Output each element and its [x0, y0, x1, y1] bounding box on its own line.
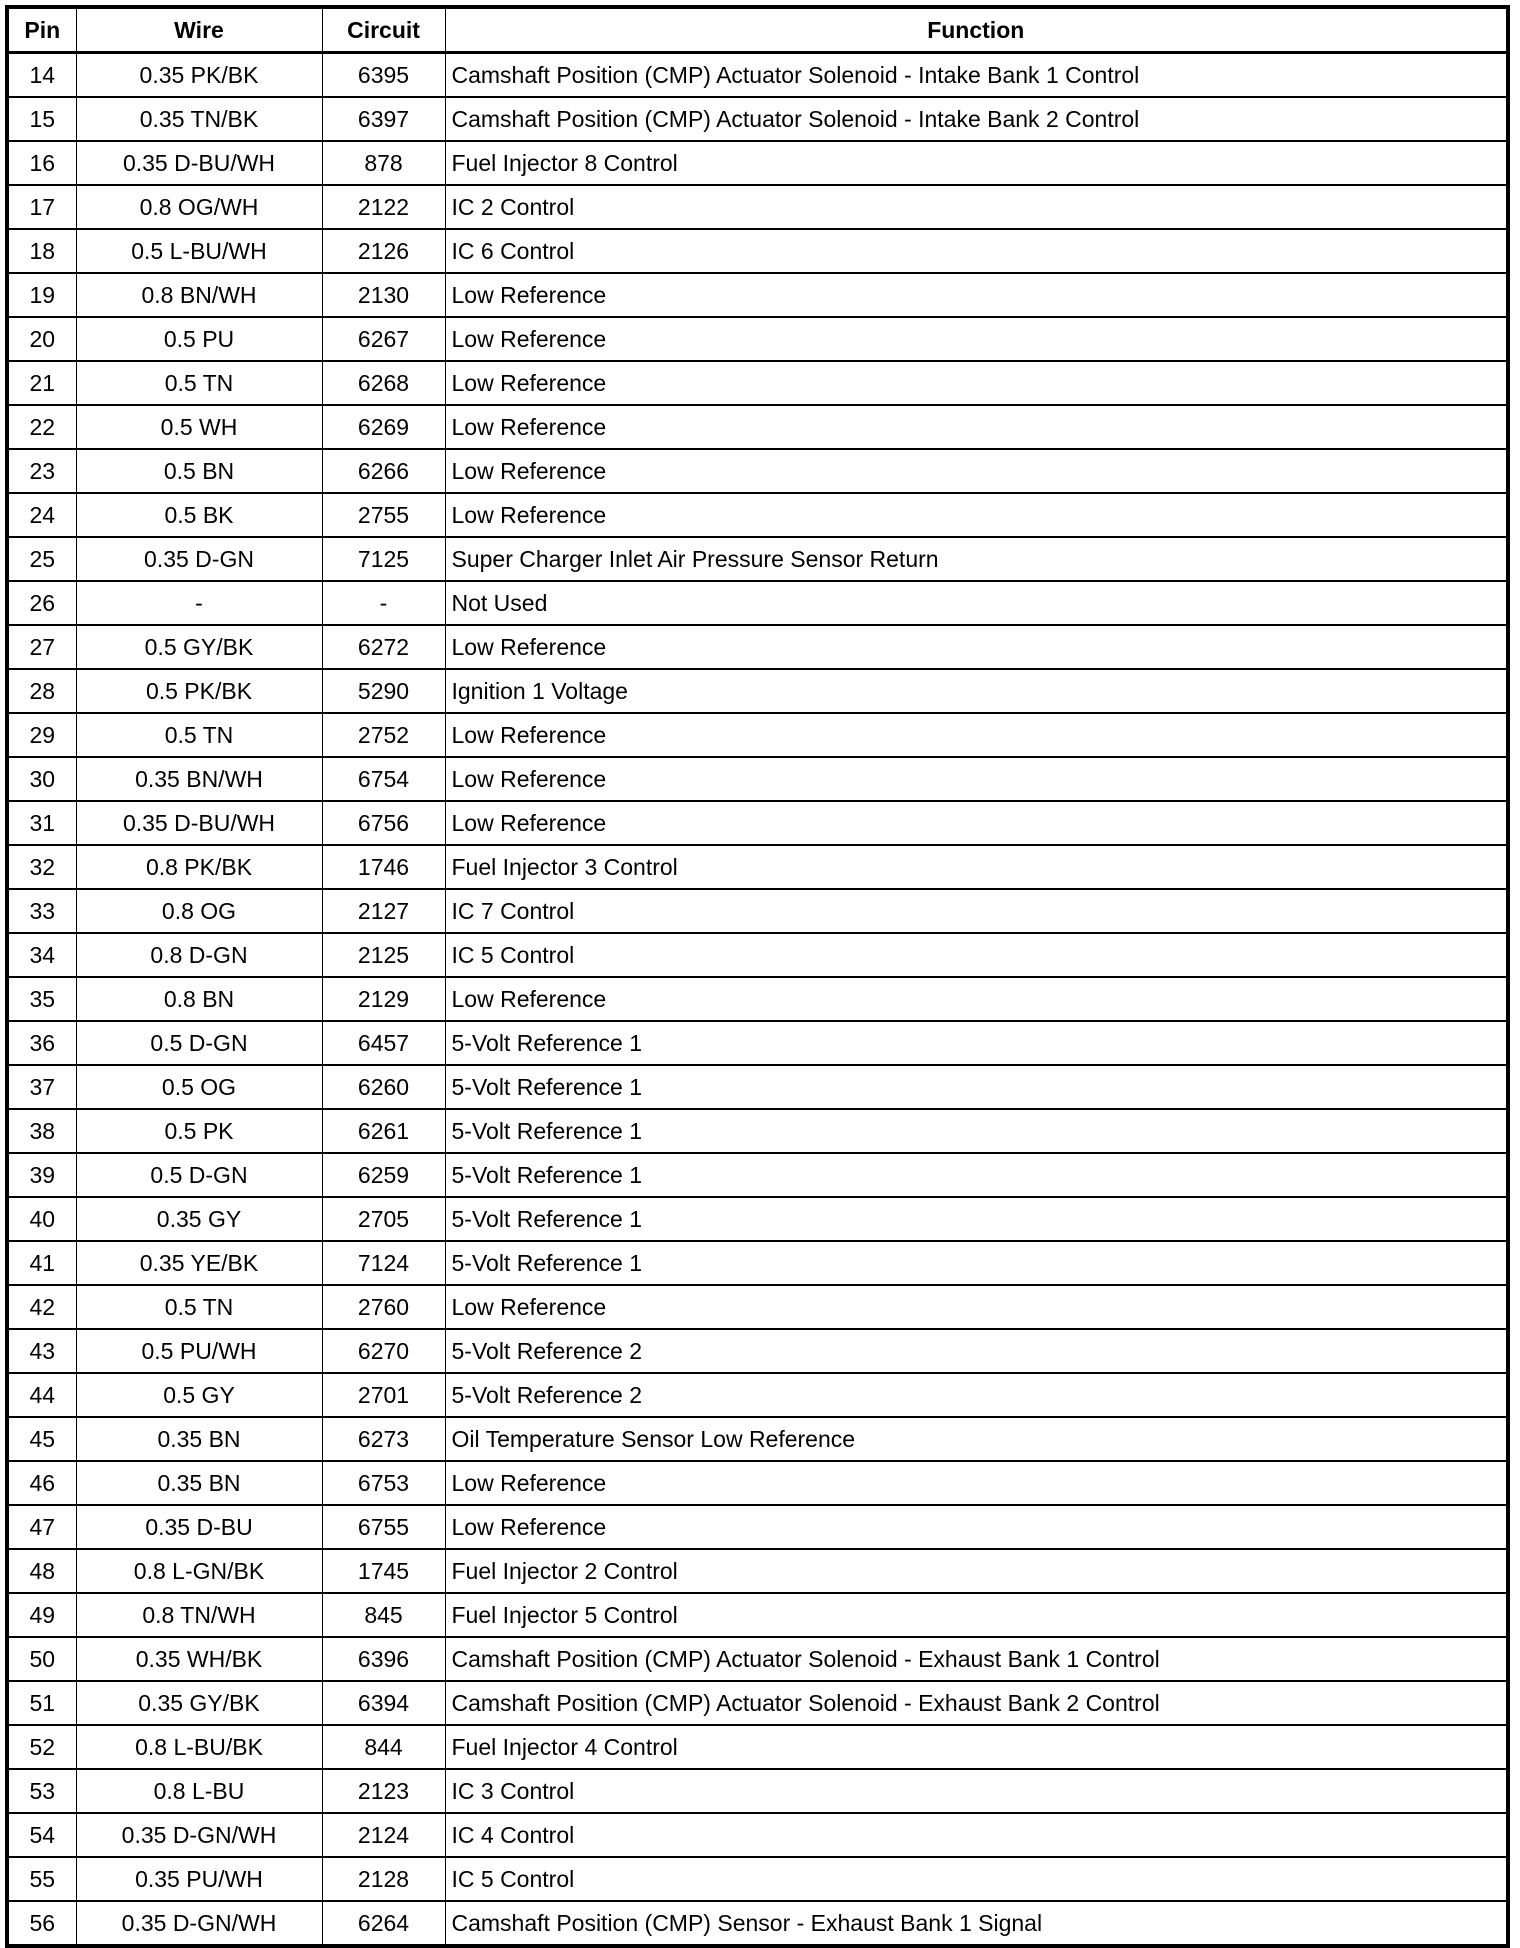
cell-circuit: 2130 — [322, 273, 445, 317]
cell-wire: 0.5 OG — [76, 1065, 322, 1109]
table-row — [7, 1329, 1508, 1373]
table-body — [7, 53, 1508, 1947]
cell-pin: 49 — [7, 1593, 76, 1637]
cell-pin: 20 — [7, 317, 76, 361]
cell-function: Low Reference — [445, 493, 1508, 537]
cell-circuit: 2128 — [322, 1857, 445, 1901]
cell-circuit: 6264 — [322, 1901, 445, 1946]
cell-wire: 0.35 GY/BK — [76, 1681, 322, 1725]
cell-circuit: 6457 — [322, 1021, 445, 1065]
cell-pin: 34 — [7, 933, 76, 977]
cell-function: Camshaft Position (CMP) Actuator Solenoid - Exhaust Bank 2 Control — [445, 1681, 1508, 1725]
table-row — [7, 361, 1508, 405]
cell-function: Camshaft Position (CMP) Actuator Solenoid - Exhaust Bank 1 Control — [445, 1637, 1508, 1681]
cell-circuit: 2701 — [322, 1373, 445, 1417]
table-row — [7, 1901, 1508, 1946]
cell-function: Low Reference — [445, 361, 1508, 405]
cell-function: Fuel Injector 2 Control — [445, 1549, 1508, 1593]
cell-circuit: 2755 — [322, 493, 445, 537]
cell-function: Super Charger Inlet Air Pressure Sensor Return — [445, 537, 1508, 581]
cell-wire: 0.8 L-BU — [76, 1769, 322, 1813]
cell-wire: 0.35 GY — [76, 1197, 322, 1241]
pinout-table — [5, 5, 1510, 1948]
cell-function: Fuel Injector 5 Control — [445, 1593, 1508, 1637]
cell-wire: 0.5 PK — [76, 1109, 322, 1153]
cell-function: IC 4 Control — [445, 1813, 1508, 1857]
cell-function: Low Reference — [445, 449, 1508, 493]
table-row — [7, 1153, 1508, 1197]
cell-wire: 0.8 L-BU/BK — [76, 1725, 322, 1769]
header-function: Function — [445, 7, 1508, 53]
cell-circuit: 2123 — [322, 1769, 445, 1813]
cell-function: Low Reference — [445, 1461, 1508, 1505]
cell-function: 5-Volt Reference 1 — [445, 1109, 1508, 1153]
cell-pin: 29 — [7, 713, 76, 757]
cell-function: 5-Volt Reference 2 — [445, 1373, 1508, 1417]
cell-circuit: 2705 — [322, 1197, 445, 1241]
cell-function: Low Reference — [445, 625, 1508, 669]
cell-function: Fuel Injector 8 Control — [445, 141, 1508, 185]
cell-pin: 56 — [7, 1901, 76, 1946]
cell-circuit: 6273 — [322, 1417, 445, 1461]
table-row — [7, 1725, 1508, 1769]
cell-pin: 27 — [7, 625, 76, 669]
table-row — [7, 1857, 1508, 1901]
table-row — [7, 1197, 1508, 1241]
cell-pin: 52 — [7, 1725, 76, 1769]
table-row — [7, 713, 1508, 757]
cell-circuit: 1746 — [322, 845, 445, 889]
table-row — [7, 1769, 1508, 1813]
cell-pin: 14 — [7, 53, 76, 98]
cell-pin: 35 — [7, 977, 76, 1021]
cell-circuit: 2126 — [322, 229, 445, 273]
cell-pin: 17 — [7, 185, 76, 229]
table-row — [7, 97, 1508, 141]
cell-function: 5-Volt Reference 1 — [445, 1065, 1508, 1109]
cell-wire: 0.35 WH/BK — [76, 1637, 322, 1681]
cell-wire: 0.35 BN/WH — [76, 757, 322, 801]
table-row — [7, 1417, 1508, 1461]
cell-wire: 0.35 D-GN — [76, 537, 322, 581]
cell-circuit: 6756 — [322, 801, 445, 845]
table-row — [7, 317, 1508, 361]
cell-pin: 37 — [7, 1065, 76, 1109]
cell-circuit: 6396 — [322, 1637, 445, 1681]
cell-pin: 18 — [7, 229, 76, 273]
cell-circuit: 6269 — [322, 405, 445, 449]
table-row — [7, 1285, 1508, 1329]
cell-pin: 15 — [7, 97, 76, 141]
cell-function: 5-Volt Reference 1 — [445, 1021, 1508, 1065]
table-row — [7, 757, 1508, 801]
cell-function: Oil Temperature Sensor Low Reference — [445, 1417, 1508, 1461]
cell-wire: 0.5 TN — [76, 713, 322, 757]
cell-wire: 0.5 D-GN — [76, 1021, 322, 1065]
table-row — [7, 669, 1508, 713]
cell-wire: 0.5 WH — [76, 405, 322, 449]
cell-pin: 51 — [7, 1681, 76, 1725]
cell-function: Low Reference — [445, 801, 1508, 845]
cell-wire: 0.5 TN — [76, 361, 322, 405]
table-row — [7, 625, 1508, 669]
cell-pin: 23 — [7, 449, 76, 493]
table-row — [7, 229, 1508, 273]
cell-circuit: 2760 — [322, 1285, 445, 1329]
cell-pin: 44 — [7, 1373, 76, 1417]
cell-circuit: 6753 — [322, 1461, 445, 1505]
cell-wire: 0.8 L-GN/BK — [76, 1549, 322, 1593]
cell-wire: 0.35 PK/BK — [76, 53, 322, 98]
cell-wire: 0.35 BN — [76, 1461, 322, 1505]
cell-pin: 30 — [7, 757, 76, 801]
cell-pin: 39 — [7, 1153, 76, 1197]
cell-pin: 24 — [7, 493, 76, 537]
table-row — [7, 1373, 1508, 1417]
cell-function: Low Reference — [445, 1285, 1508, 1329]
header-wire: Wire — [76, 7, 322, 53]
table-row — [7, 449, 1508, 493]
cell-pin: 54 — [7, 1813, 76, 1857]
cell-pin: 50 — [7, 1637, 76, 1681]
cell-wire: 0.5 GY/BK — [76, 625, 322, 669]
cell-function: Low Reference — [445, 713, 1508, 757]
cell-circuit: - — [322, 581, 445, 625]
cell-circuit: 6261 — [322, 1109, 445, 1153]
cell-function: 5-Volt Reference 1 — [445, 1153, 1508, 1197]
cell-wire: 0.8 OG — [76, 889, 322, 933]
cell-function: Camshaft Position (CMP) Sensor - Exhaust Bank 1 Signal — [445, 1901, 1508, 1946]
cell-pin: 38 — [7, 1109, 76, 1153]
cell-pin: 42 — [7, 1285, 76, 1329]
cell-function: Camshaft Position (CMP) Actuator Solenoid - Intake Bank 2 Control — [445, 97, 1508, 141]
header-circuit: Circuit — [322, 7, 445, 53]
cell-wire: - — [76, 581, 322, 625]
table-row — [7, 1505, 1508, 1549]
cell-circuit: 2122 — [322, 185, 445, 229]
cell-circuit: 878 — [322, 141, 445, 185]
header-pin: Pin — [7, 7, 76, 53]
cell-wire: 0.35 D-GN/WH — [76, 1901, 322, 1946]
cell-wire: 0.35 D-GN/WH — [76, 1813, 322, 1857]
cell-circuit: 6266 — [322, 449, 445, 493]
cell-circuit: 6754 — [322, 757, 445, 801]
cell-wire: 0.5 PU — [76, 317, 322, 361]
table-row — [7, 53, 1508, 98]
cell-circuit: 6755 — [322, 1505, 445, 1549]
cell-pin: 41 — [7, 1241, 76, 1285]
table-row — [7, 845, 1508, 889]
cell-function: 5-Volt Reference 1 — [445, 1197, 1508, 1241]
cell-pin: 36 — [7, 1021, 76, 1065]
cell-function: IC 5 Control — [445, 1857, 1508, 1901]
table-row — [7, 1241, 1508, 1285]
cell-wire: 0.35 D-BU/WH — [76, 141, 322, 185]
cell-pin: 33 — [7, 889, 76, 933]
cell-function: Fuel Injector 4 Control — [445, 1725, 1508, 1769]
cell-function: IC 5 Control — [445, 933, 1508, 977]
cell-wire: 0.35 D-BU/WH — [76, 801, 322, 845]
table-row — [7, 493, 1508, 537]
table-row — [7, 141, 1508, 185]
cell-wire: 0.8 PK/BK — [76, 845, 322, 889]
cell-pin: 19 — [7, 273, 76, 317]
cell-wire: 0.35 D-BU — [76, 1505, 322, 1549]
table-row — [7, 405, 1508, 449]
cell-pin: 47 — [7, 1505, 76, 1549]
cell-pin: 43 — [7, 1329, 76, 1373]
cell-circuit: 6259 — [322, 1153, 445, 1197]
cell-function: Low Reference — [445, 273, 1508, 317]
cell-function: Low Reference — [445, 317, 1508, 361]
cell-circuit: 6270 — [322, 1329, 445, 1373]
table-row — [7, 1813, 1508, 1857]
cell-wire: 0.8 BN — [76, 977, 322, 1021]
table-row — [7, 1549, 1508, 1593]
table-row — [7, 1637, 1508, 1681]
table-row — [7, 185, 1508, 229]
cell-wire: 0.35 YE/BK — [76, 1241, 322, 1285]
cell-pin: 22 — [7, 405, 76, 449]
cell-pin: 46 — [7, 1461, 76, 1505]
cell-wire: 0.35 TN/BK — [76, 97, 322, 141]
cell-wire: 0.35 PU/WH — [76, 1857, 322, 1901]
cell-circuit: 6395 — [322, 53, 445, 98]
cell-wire: 0.5 GY — [76, 1373, 322, 1417]
cell-function: Low Reference — [445, 977, 1508, 1021]
cell-circuit: 6272 — [322, 625, 445, 669]
cell-pin: 21 — [7, 361, 76, 405]
cell-pin: 48 — [7, 1549, 76, 1593]
cell-pin: 53 — [7, 1769, 76, 1813]
cell-wire: 0.8 TN/WH — [76, 1593, 322, 1637]
cell-function: Camshaft Position (CMP) Actuator Solenoid - Intake Bank 1 Control — [445, 53, 1508, 98]
table-row — [7, 1593, 1508, 1637]
cell-wire: 0.35 BN — [76, 1417, 322, 1461]
table-row — [7, 933, 1508, 977]
cell-circuit: 844 — [322, 1725, 445, 1769]
cell-wire: 0.8 OG/WH — [76, 185, 322, 229]
table-row — [7, 977, 1508, 1021]
table-row — [7, 1021, 1508, 1065]
table-row — [7, 273, 1508, 317]
cell-pin: 28 — [7, 669, 76, 713]
cell-pin: 40 — [7, 1197, 76, 1241]
cell-circuit: 1745 — [322, 1549, 445, 1593]
cell-function: Low Reference — [445, 757, 1508, 801]
cell-function: Fuel Injector 3 Control — [445, 845, 1508, 889]
table-row — [7, 1681, 1508, 1725]
cell-pin: 31 — [7, 801, 76, 845]
table-row — [7, 581, 1508, 625]
table-row — [7, 1065, 1508, 1109]
cell-pin: 45 — [7, 1417, 76, 1461]
cell-function: Ignition 1 Voltage — [445, 669, 1508, 713]
cell-wire: 0.8 BN/WH — [76, 273, 322, 317]
cell-function: Low Reference — [445, 405, 1508, 449]
cell-circuit: 5290 — [322, 669, 445, 713]
cell-wire: 0.8 D-GN — [76, 933, 322, 977]
cell-function: IC 2 Control — [445, 185, 1508, 229]
cell-circuit: 7125 — [322, 537, 445, 581]
cell-pin: 25 — [7, 537, 76, 581]
cell-circuit: 6394 — [322, 1681, 445, 1725]
table-row — [7, 537, 1508, 581]
cell-pin: 32 — [7, 845, 76, 889]
table-row — [7, 889, 1508, 933]
table-row — [7, 801, 1508, 845]
cell-function: 5-Volt Reference 2 — [445, 1329, 1508, 1373]
cell-pin: 55 — [7, 1857, 76, 1901]
header-row — [7, 7, 1508, 53]
cell-wire: 0.5 TN — [76, 1285, 322, 1329]
cell-function: 5-Volt Reference 1 — [445, 1241, 1508, 1285]
cell-pin: 26 — [7, 581, 76, 625]
cell-function: Not Used — [445, 581, 1508, 625]
cell-function: Low Reference — [445, 1505, 1508, 1549]
cell-wire: 0.5 PU/WH — [76, 1329, 322, 1373]
cell-pin: 16 — [7, 141, 76, 185]
cell-function: IC 7 Control — [445, 889, 1508, 933]
cell-circuit: 6397 — [322, 97, 445, 141]
cell-wire: 0.5 BN — [76, 449, 322, 493]
cell-circuit: 2127 — [322, 889, 445, 933]
cell-circuit: 6267 — [322, 317, 445, 361]
cell-wire: 0.5 PK/BK — [76, 669, 322, 713]
cell-circuit: 2129 — [322, 977, 445, 1021]
cell-circuit: 2125 — [322, 933, 445, 977]
cell-circuit: 845 — [322, 1593, 445, 1637]
cell-function: IC 3 Control — [445, 1769, 1508, 1813]
table-row — [7, 1461, 1508, 1505]
cell-wire: 0.5 D-GN — [76, 1153, 322, 1197]
cell-function: IC 6 Control — [445, 229, 1508, 273]
cell-circuit: 6260 — [322, 1065, 445, 1109]
table-row — [7, 1109, 1508, 1153]
cell-wire: 0.5 BK — [76, 493, 322, 537]
cell-circuit: 2124 — [322, 1813, 445, 1857]
cell-circuit: 6268 — [322, 361, 445, 405]
cell-circuit: 2752 — [322, 713, 445, 757]
cell-circuit: 7124 — [322, 1241, 445, 1285]
cell-wire: 0.5 L-BU/WH — [76, 229, 322, 273]
